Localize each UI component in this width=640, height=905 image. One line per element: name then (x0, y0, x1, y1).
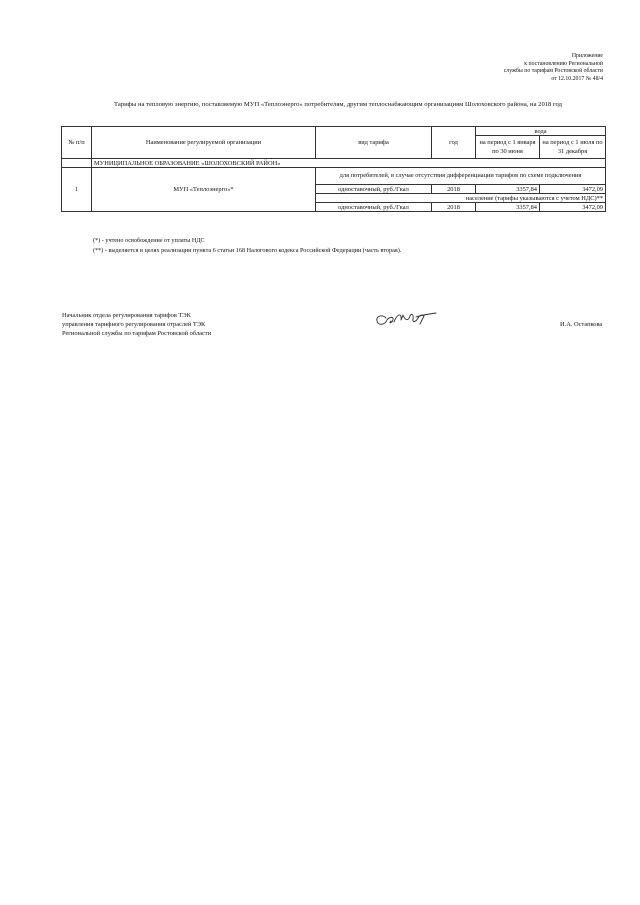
section-population: население (тарифы указываются с учетом НДС)** (316, 194, 606, 203)
table-header-row (62, 127, 606, 136)
appendix-line: к постановлению Региональной (524, 60, 603, 67)
signer-position (62, 311, 211, 338)
footnote: (**) - выделяется в целях реализации пункта 6 статьи 168 Налогового кодекса Российской Федерации (часть вторая). (93, 247, 402, 254)
municipality-number-cell (62, 159, 92, 168)
table-row (62, 159, 606, 168)
tariff-period-1-cell: 3357,84 (476, 185, 540, 194)
municipality-name: МУНИЦИПАЛЬНОЕ ОБРАЗОВАНИЕ «ШОЛОХОВСКИЙ РАЙОН» (92, 159, 606, 168)
organization-name: МУП «Теплоэнерго»* (92, 168, 316, 212)
signer-name: И.А. Остапкова (560, 321, 603, 328)
header-tariff-type: вид тарифа (316, 127, 432, 159)
footnotes (93, 236, 401, 256)
signer-position-line: Региональной службы по тарифам Ростовской области (62, 330, 212, 337)
year-cell: 2018 (432, 203, 476, 212)
footnote: (*) - учтено освобождение от уплаты НДС (93, 237, 205, 244)
appendix-line: Приложение (571, 53, 603, 59)
header-period-2: на период с 1 июля по 31 декабря (540, 136, 606, 159)
signer-position-line: Начальник отдела регулирования тарифов ТЭК (62, 312, 191, 319)
appendix-line: службы по тарифам Ростовской области (503, 68, 603, 75)
appendix-line: от 12.10.2017 № 48/4 (551, 75, 603, 82)
tariff-period-2-cell: 3472,09 (540, 203, 606, 212)
section-consumers: для потребителей, в случае отсутствия дифференциации тарифов по схеме подключения (316, 168, 606, 185)
header-number: № п/п (62, 127, 92, 159)
header-period-1: на период с 1 января по 30 июня (476, 136, 540, 159)
year-cell: 2018 (432, 185, 476, 194)
tariff-table (61, 126, 606, 212)
appendix-reference (403, 53, 603, 83)
handwritten-signature (372, 306, 442, 332)
row-number: 1 (62, 168, 92, 212)
signer-position-line: управления тарифного регулирования отраслей ТЭК (62, 321, 206, 328)
document-title: Тарифы на тепловую энергию, поставляемую МУП «Теплоэнерго» потребителям, другим теплоснабжающим организациям Шолоховского района, на 2018 год (114, 101, 562, 108)
header-organization: Наименование регулируемой организации (92, 127, 316, 159)
tariff-period-2-cell: 3472,09 (540, 185, 606, 194)
tariff-type-cell: одноставочный, руб./Гкал (316, 203, 432, 212)
header-water: вода (476, 127, 606, 136)
header-year: год (432, 127, 476, 159)
tariff-period-1-cell: 3357,84 (476, 203, 540, 212)
table-row (62, 168, 606, 185)
tariff-type-cell: одноставочный, руб./Гкал (316, 185, 432, 194)
